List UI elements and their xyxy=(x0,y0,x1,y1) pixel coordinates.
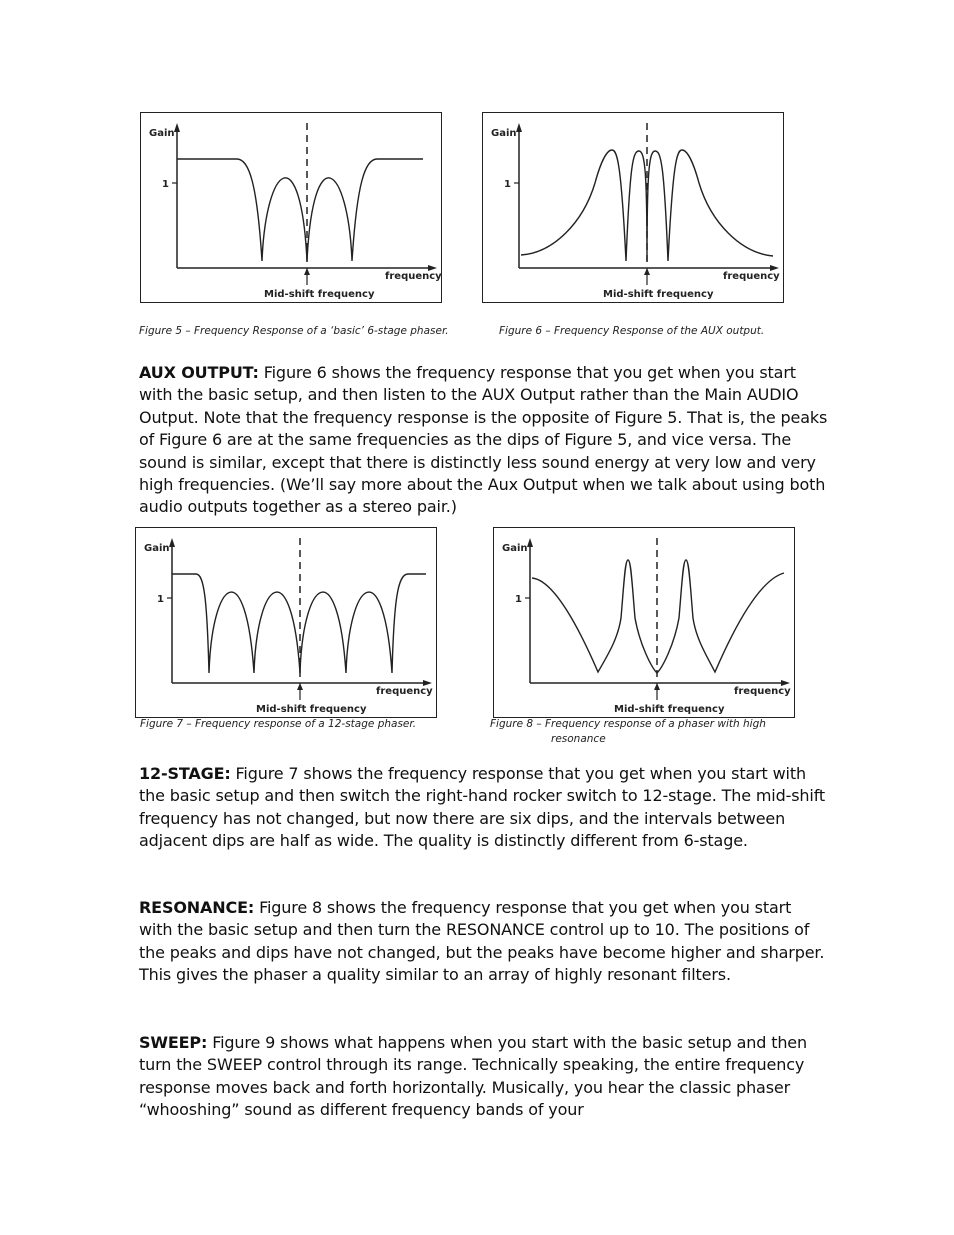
response-curve xyxy=(521,150,773,261)
mid-shift-arrow xyxy=(654,683,660,690)
response-curve xyxy=(172,574,426,673)
y-axis-arrow xyxy=(527,538,533,547)
figure-8-caption-line-1: Figure 8 – Frequency response of a phaser with high xyxy=(490,718,766,730)
figure-6-caption: Figure 6 – Frequency Response of the AUX output. xyxy=(499,325,765,337)
figure-8-plot xyxy=(494,528,796,719)
paragraph-12-stage xyxy=(139,763,829,853)
y-axis-arrow xyxy=(174,123,180,132)
paragraph-body: Figure 9 shows what happens when you start with the basic setup and then turn the SWEEP control through its range. Technically speaking, the entire frequency response moves back and forth horizontally. Musically, you hear the classic phaser “whooshing” sound as different frequency bands of your xyxy=(139,1033,807,1120)
gain-label: Gain xyxy=(502,543,528,554)
figure-5-plot xyxy=(141,113,443,304)
unity-label: 1 xyxy=(162,179,169,190)
figure-7 xyxy=(135,527,437,718)
frequency-label: frequency xyxy=(385,271,442,282)
frequency-label: frequency xyxy=(376,686,433,697)
gain-label: Gain xyxy=(491,128,517,139)
figure-5 xyxy=(140,112,442,303)
figure-6-plot xyxy=(483,113,785,304)
paragraph-sweep xyxy=(139,1032,829,1122)
figure-8-caption-line-2: resonance xyxy=(551,733,606,745)
unity-label: 1 xyxy=(515,594,522,605)
figure-7-caption: Figure 7 – Frequency response of a 12-stage phaser. xyxy=(140,718,417,730)
y-axis-arrow xyxy=(169,538,175,547)
response-curve xyxy=(177,159,423,261)
mid-shift-arrow xyxy=(644,268,650,275)
paragraph-aux-output xyxy=(139,362,829,519)
figure-5-caption: Figure 5 – Frequency Response of a ‘basic’ 6-stage phaser. xyxy=(139,325,449,337)
gain-label: Gain xyxy=(144,543,170,554)
mid-shift-arrow xyxy=(297,683,303,690)
figure-8 xyxy=(493,527,795,718)
mid-shift-label: Mid-shift frequency xyxy=(614,704,725,715)
paragraph-heading: RESONANCE: xyxy=(139,898,255,917)
gain-label: Gain xyxy=(149,128,175,139)
paragraph-heading: 12-STAGE: xyxy=(139,764,231,783)
figure-7-plot xyxy=(136,528,438,719)
frequency-label: frequency xyxy=(723,271,780,282)
paragraph-body: Figure 8 shows the frequency response that you get when you start with the basic setup and then turn the RESONANCE control up to 10. The positions of the peaks and dips have not changed, but the peaks have become higher and sharper. This gives the phaser a quality similar to an array of highly resonant filters. xyxy=(139,898,825,985)
mid-shift-arrow xyxy=(304,268,310,275)
paragraph-resonance xyxy=(139,897,829,987)
paragraph-heading: SWEEP: xyxy=(139,1033,208,1052)
paragraph-heading: AUX OUTPUT: xyxy=(139,363,259,382)
response-curve xyxy=(532,560,784,673)
mid-shift-label: Mid-shift frequency xyxy=(603,289,714,300)
y-axis-arrow xyxy=(516,123,522,132)
unity-label: 1 xyxy=(157,594,164,605)
mid-shift-label: Mid-shift frequency xyxy=(264,289,375,300)
paragraph-body: Figure 7 shows the frequency response that you get when you start with the basic setup and then switch the right-hand rocker switch to 12-stage. The mid-shift frequency has not changed, but now there are six dips, and the intervals between adjacent dips are half as wide. The quality is distinctly different from 6-stage. xyxy=(139,764,826,851)
frequency-label: frequency xyxy=(734,686,791,697)
mid-shift-label: Mid-shift frequency xyxy=(256,704,367,715)
paragraph-body: Figure 6 shows the frequency response that you get when you start with the basic setup, and then listen to the AUX Output rather than the Main AUDIO Output. Note that the frequency response is the opposite of Figure 5. That is, the peaks of Figure 6 are at the same frequencies as the dips of Figure 5, and vice versa. The sound is similar, except that there is distinctly less sound energy at very low and very high frequencies. (We’ll say more about the Aux Output when we talk about using both audio outputs together as a stereo pair.) xyxy=(139,363,828,517)
figure-6 xyxy=(482,112,784,303)
unity-label: 1 xyxy=(504,179,511,190)
